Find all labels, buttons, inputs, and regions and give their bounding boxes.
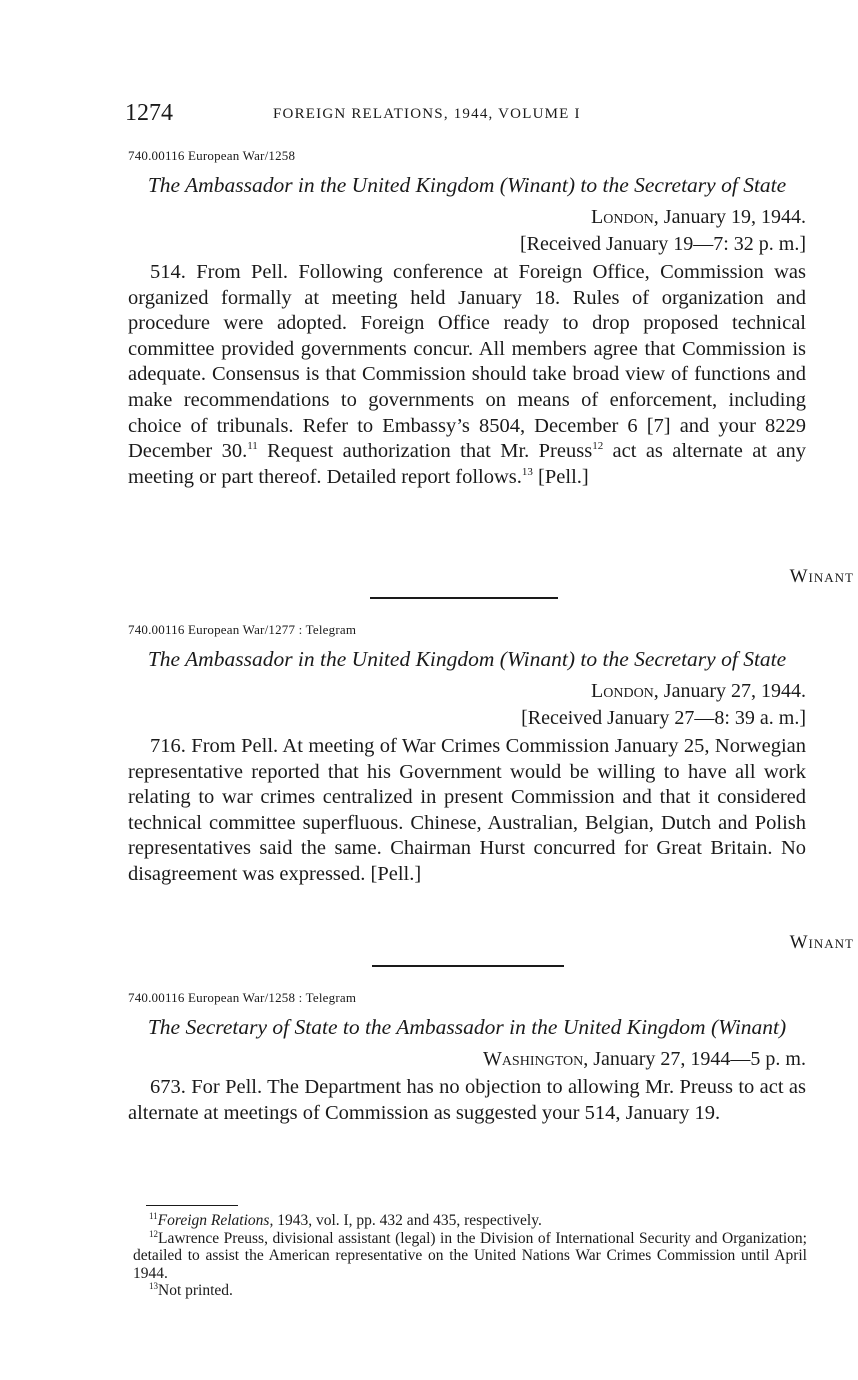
file-reference: 740.00116 European War/1258 bbox=[128, 148, 296, 163]
body-part: 514. From Pell. Following conference at Foreign Office, Commission was organized formally at meeting held January 18. Rules of organization and procedure were adopted. Foreign Office ready to drop proposed technical committee provided governments concur. All members agree that Commission is adequate. Consensus is that Commission should take broad view of functions and make recommendations to governments on means of enforcement, including choice of tribunals. Refer to Embassy’s 8504, December 6 [7] and your 8229 December 30. bbox=[128, 261, 806, 463]
date: , January 27, 1944—5 p. m. bbox=[583, 1048, 806, 1070]
footnote-12 bbox=[133, 1230, 807, 1283]
message-body bbox=[128, 260, 806, 490]
dateline bbox=[128, 1046, 806, 1073]
footnote-rule bbox=[146, 1205, 238, 1206]
date: , January 19, 1944. bbox=[653, 206, 806, 228]
place: Washington bbox=[482, 1048, 584, 1070]
footnotes bbox=[133, 1212, 807, 1300]
file-reference: 740.00116 European War/1258 : Telegram bbox=[128, 990, 357, 1005]
document-3 bbox=[128, 990, 806, 1126]
received-line: [Received January 19—7: 32 p. m.] bbox=[519, 233, 806, 255]
separator-rule bbox=[370, 597, 558, 599]
message-body: 716. From Pell. At meeting of War Crimes Commission January 25, Norwegian representative reported that his Government would be willing to have all work relating to war crimes centralized in present Commission and that it considered technical committee superfluous. Chinese, Australian, Belgian, Dutch and Polish representatives said the same. Chairman Hurst concurred for Great Britain. No disagreement was expressed. [Pell.] bbox=[128, 735, 806, 885]
dateline bbox=[128, 678, 806, 705]
footnote-italic: Foreign Relations, bbox=[157, 1212, 274, 1229]
page-number: 1274 bbox=[125, 100, 173, 126]
message-body: 673. For Pell. The Department has no objection to allowing Mr. Preuss to act as alternate at meetings of Commission as suggested your 514, January 19. bbox=[128, 1076, 806, 1124]
footnote-ref[interactable]: 11 bbox=[247, 440, 258, 453]
footnote-ref[interactable]: 13 bbox=[521, 465, 533, 478]
body-part: act as alternate at any meeting or part thereof. Detailed report follows. bbox=[128, 440, 806, 488]
date: , January 27, 1944. bbox=[653, 680, 806, 702]
document-title: The Secretary of State to the Ambassador in the United Kingdom (Winant) bbox=[147, 1015, 787, 1039]
footnote-text: Not printed. bbox=[158, 1282, 233, 1299]
file-reference: 740.00116 European War/1277 : Telegram bbox=[128, 622, 357, 637]
footnote-ref[interactable]: 12 bbox=[592, 440, 604, 453]
document-1 bbox=[128, 148, 806, 490]
body-part: [Pell.] bbox=[532, 465, 589, 488]
footnote-text: Lawrence Preuss, divisional assistant (legal) in the Division of International Security and Organization; detailed to assist the American representative on the United Nations War Crimes Commission until April 1944. bbox=[133, 1229, 807, 1282]
footnote-mark: 11 bbox=[149, 1210, 158, 1221]
separator-rule bbox=[372, 965, 564, 967]
footnote-13 bbox=[133, 1282, 807, 1300]
running-head bbox=[125, 100, 805, 130]
received-line: [Received January 27—8: 39 a. m.] bbox=[521, 707, 806, 729]
signature: Winant bbox=[789, 932, 854, 953]
document-title: The Ambassador in the United Kingdom (Winant) to the Secretary of State bbox=[147, 647, 787, 671]
footnote-mark: 13 bbox=[149, 1280, 158, 1291]
running-title: FOREIGN RELATIONS, 1944, VOLUME I bbox=[273, 106, 581, 122]
place: London bbox=[591, 206, 654, 228]
footnote-mark: 12 bbox=[149, 1228, 158, 1239]
document-title: The Ambassador in the United Kingdom (Winant) to the Secretary of State bbox=[147, 173, 787, 197]
document-2 bbox=[128, 622, 806, 888]
place: London bbox=[591, 680, 654, 702]
body-part: Request authorization that Mr. Preuss bbox=[257, 440, 593, 463]
footnote-text: 1943, vol. I, pp. 432 and 435, respectively. bbox=[273, 1212, 542, 1229]
dateline bbox=[128, 204, 806, 231]
signature: Winant bbox=[789, 566, 854, 587]
footnote-11 bbox=[133, 1212, 807, 1230]
